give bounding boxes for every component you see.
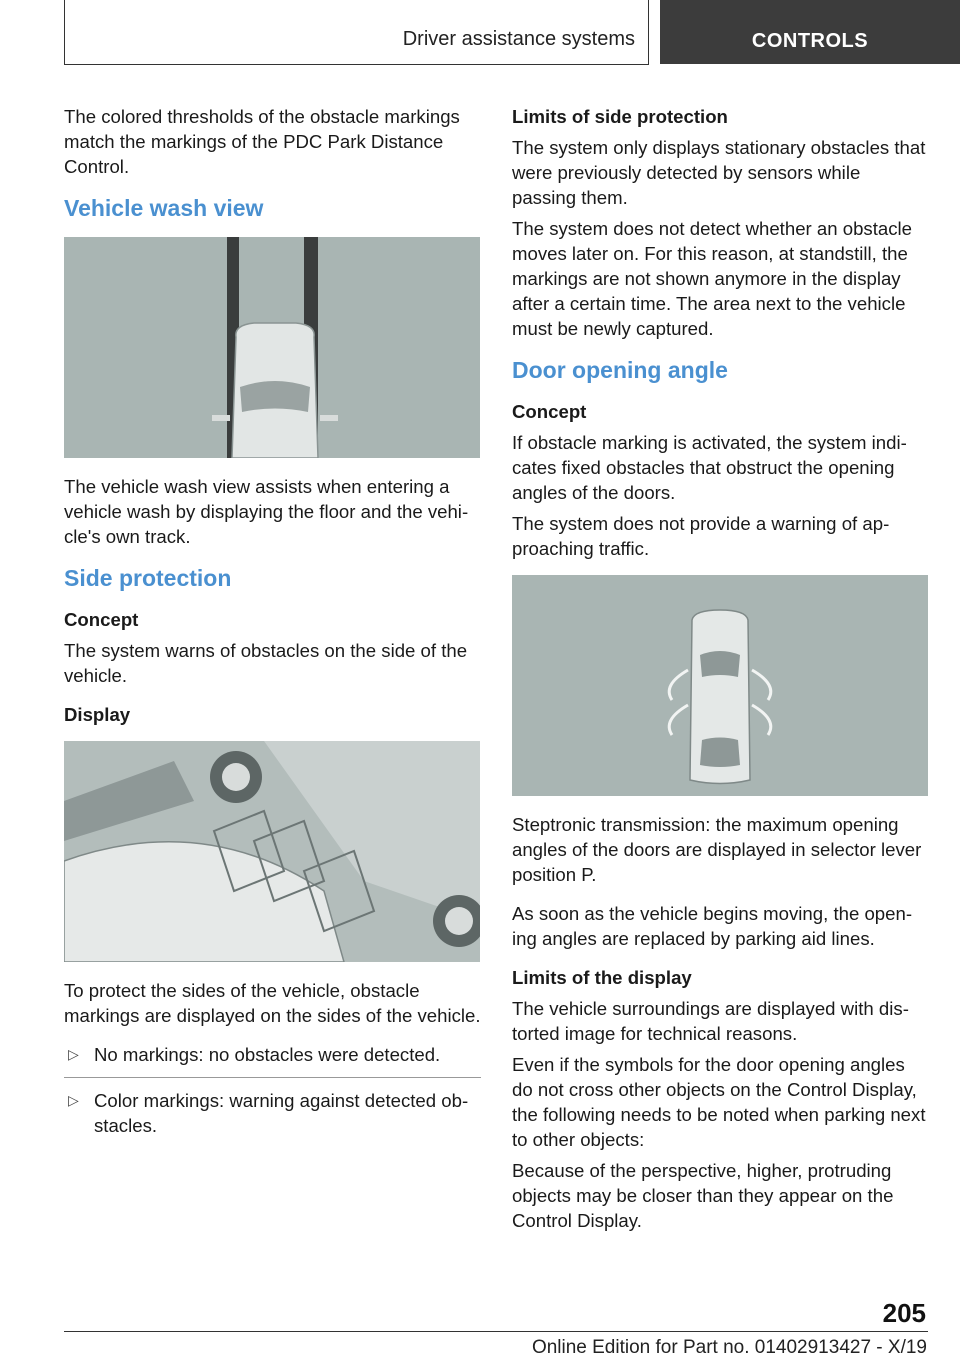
limits-display-heading: Limits of the display — [512, 967, 692, 988]
side-concept-heading: Concept — [64, 609, 139, 630]
limits-display-paragraph-2: Even if the symbols for the door opening angles do not cross other objects on the Control Display, the following needs to be noted when parking next to other objects: — [512, 1054, 926, 1150]
vehicle-wash-illustration — [64, 237, 480, 458]
side-concept-paragraph: The system warns of obstacles on the side of the vehicle. — [64, 640, 468, 686]
door-concept-paragraph-1: If obstacle marking is activated, the system indicates fixed obstacles that obstruct the opening angles of the doors. — [512, 432, 907, 503]
side-protection-illustration — [64, 741, 480, 962]
header-chapter-label: CONTROLS — [751, 30, 869, 52]
limits-display-paragraph-3: Because of the perspective, higher, protruding objects may be closer than they appear on the Control Display. — [512, 1160, 894, 1231]
header-chapter-tab — [660, 0, 960, 64]
footer-edition: Online Edition for Part no. 01402913427 - X/19 — [531, 1337, 927, 1358]
header-divider-right — [648, 0, 649, 64]
limits-side-paragraph-1: The system only displays stationary obstacles that were previously detected by sensors while passing them. — [512, 137, 926, 208]
header-section-title: Driver assistance systems — [402, 28, 635, 50]
vehicle-wash-heading: Vehicle wash view — [64, 195, 264, 221]
header-divider-left — [64, 0, 65, 64]
side-protection-heading: Side protection — [64, 565, 232, 591]
door-opening-illustration — [512, 575, 928, 796]
header-underline — [64, 64, 649, 65]
display-paragraph: To protect the sides of the vehicle, obstacle markings are displayed on the sides of the vehicle. — [64, 980, 481, 1026]
left-column — [64, 104, 481, 1158]
list-item: ▷ No markings: no obstacles were detected. — [64, 1042, 481, 1078]
list-item: ▷ Color markings: warning against detected obstacles. — [68, 1090, 469, 1136]
right-column — [512, 104, 929, 1247]
moving-paragraph: As soon as the vehicle begins moving, the opening angles are replaced by parking aid lines. — [512, 903, 913, 949]
door-concept-paragraph-2: The system does not provide a warning of approaching traffic. — [512, 513, 890, 559]
door-opening-heading: Door opening angle — [512, 357, 728, 383]
limits-side-heading: Limits of side protection — [512, 106, 728, 127]
limits-side-paragraph-2: The system does not detect whether an obstacle moves later on. For this reason, at standstill, the markings are not shown anymore in the display after a certain time. The area next to the vehicle must be newly captured. — [512, 218, 912, 339]
limits-display-paragraph-1: The vehicle surroundings are displayed with distorted image for technical reasons. — [512, 998, 909, 1044]
steptronic-paragraph: Steptronic transmission: the maximum opening angles of the doors are displayed in selector lever position P. — [512, 814, 922, 885]
side-protection-image — [64, 741, 480, 962]
door-opening-image — [512, 575, 928, 796]
display-heading: Display — [64, 704, 131, 725]
vehicle-wash-image — [64, 237, 480, 458]
vehicle-wash-paragraph: The vehicle wash view assists when entering a vehicle wash by displaying the floor and the vehicle's own track. — [64, 476, 469, 547]
page-number: 205 — [882, 1298, 926, 1328]
door-concept-heading: Concept — [512, 401, 587, 422]
intro-paragraph: The colored thresholds of the obstacle markings match the markings of the PDC Park Distance Control. — [64, 106, 460, 177]
marking-list — [64, 1042, 481, 1148]
triangle-bullet-icon: ▷ — [68, 1046, 79, 1062]
footer-rule — [64, 1331, 928, 1332]
triangle-bullet-icon: ▷ — [68, 1092, 79, 1108]
